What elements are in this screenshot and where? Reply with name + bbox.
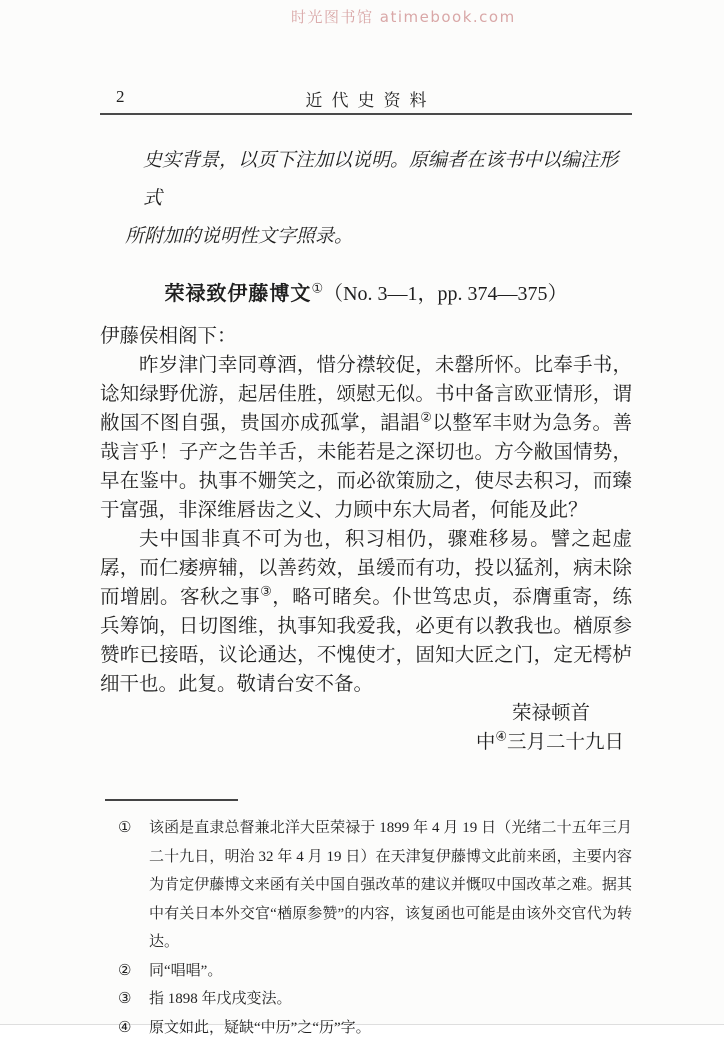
footnote-item [118, 814, 632, 957]
signature: 荣禄顿首 [100, 699, 632, 728]
footnote-marker: ④ [118, 1014, 149, 1042]
letter-salutation: 伊藤侯相阁下： [100, 322, 632, 351]
paragraph-text: 夫中国非真不可为也，积习相仍，骤难移易。譬之起虚孱，而仁痿痹辅，以善药效，虽缓而有功，投以猛剂，病未除而增剧。客秋之事 [100, 529, 632, 608]
letter-title-citation: （No. 3—1，pp. 374—375） [323, 283, 567, 305]
footnote-item [118, 1014, 632, 1042]
footnote-separator [105, 799, 238, 801]
date-text: 三月二十九日 [507, 732, 624, 753]
footnote-list [100, 814, 632, 1042]
page-content [100, 0, 632, 1042]
paragraph-text: ，略可睹矣。仆世笃忠贞，忝膺重寄，练兵筹饷，日切图维，执事知我爱我，必更有以教我也。楢原参赞昨已接晤，议论通达，不愧使才，固知大匠之门，定无樗栌细干也。此复。敬请台安不备。 [100, 587, 632, 695]
running-head-title: 近代史资料 [100, 86, 632, 111]
letter-body [100, 322, 632, 699]
page-number: 2 [116, 87, 125, 107]
footnote-text: 指 1898 年戊戌变法。 [149, 985, 632, 1014]
letter-title-text: 荣禄致伊藤博文 [164, 283, 311, 305]
letter-paragraph [100, 351, 632, 525]
footnote-ref-mark: ③ [260, 584, 272, 599]
footnote-marker: ③ [118, 985, 149, 1014]
footnote-ref-mark: ① [311, 280, 323, 295]
editor-note-line: 所附加的说明性文字照录。 [100, 218, 632, 256]
page-header [100, 86, 632, 110]
letter-paragraph [100, 525, 632, 699]
signature-block [100, 699, 632, 757]
footnote-item [118, 985, 632, 1014]
header-rule [100, 113, 632, 115]
footnote-ref-mark: ④ [495, 729, 507, 744]
footnote-item [118, 957, 632, 986]
editor-note [100, 142, 632, 256]
footnote-text: 原文如此，疑缺“中历”之“历”字。 [149, 1014, 632, 1042]
footnote-marker: ① [118, 814, 149, 957]
date-line [100, 728, 632, 757]
editor-note-line: 史实背景，以页下注加以说明。原编者在该书中以编注形式 [100, 142, 632, 218]
paragraph-text: 以整军丰财为急务。善哉言乎！子产之告羊舌，未能若是之深切也。方今敝国情势，早在鉴中。执事不姗笑之，而必欲策励之，使尽去积习，而臻于富强，非深维唇齿之义、力顾中东大局者，何能及此？ [100, 413, 632, 521]
date-text: 中 [476, 732, 496, 753]
footnote-text: 该函是直隶总督兼北洋大臣荣禄于 1899 年 4 月 19 日（光绪二十五年三月二十九日，明治 32 年 4 月 19 日）在天津复伊藤博文此前来函，主要内容为肯定伊藤博文来函有关中国自强改革的建议并慨叹中国改革之难。据其中有关日本外交官“楢原参赞”的内容，该复函也可能是由该外交官代为转达。 [149, 814, 632, 957]
footnote-marker: ② [118, 957, 149, 986]
footnote-text: 同“唱唱”。 [149, 957, 632, 986]
paragraph-text: 昨岁津门幸同尊酒，惜分襟较促，未罄所怀。比奉手书，谂知绿野优游，起居佳胜，颂慰无似。书中备言欧亚情形，谓敝国不图自强，贵国亦成孤掌，誯誯 [100, 355, 632, 434]
watermark: 时光图书馆 atimebook.com [291, 6, 516, 27]
letter-title [100, 277, 632, 306]
footnote-ref-mark: ② [420, 410, 432, 425]
